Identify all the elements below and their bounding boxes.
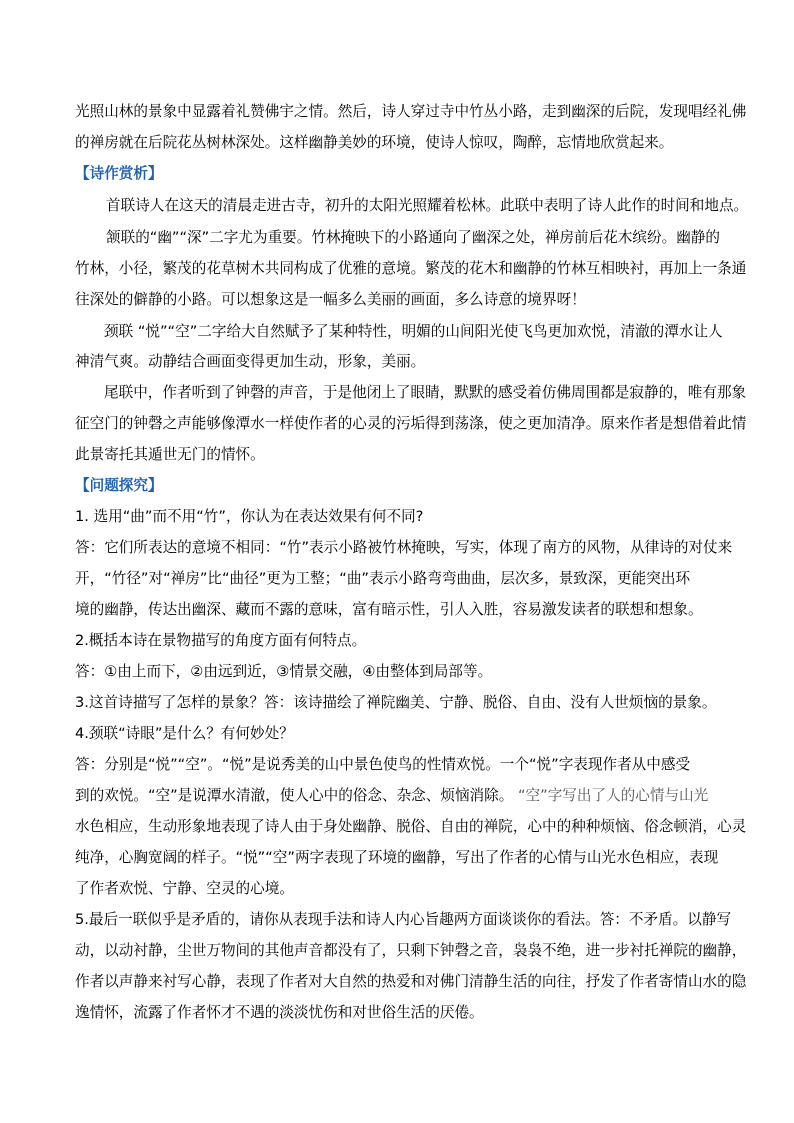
question-line-15: 动，以动衬静，尘世万物间的其他声音都没有了，只剩下钟磬之音，袅袅不绝，进一步衬托禅院的幽静， (75, 942, 747, 959)
question-line-4: 境的幽静，传达出幽深、藏而不露的意味，富有暗示性，引人入胜，容易激发读者的联想和想象。 (75, 601, 703, 618)
appreciation-line-7: 尾联中，作者听到了钟磬的声音，于是他闭上了眼睛，默默的感受着仿佛周围都是寂静的，唯有那象 (104, 384, 747, 401)
section-heading-appreciation: 【诗作赏析】 (75, 165, 163, 182)
section-heading-questions: 【问题探究】 (75, 477, 163, 494)
appreciation-line-5: 颈联 “悦”“空”二字给大自然赋予了某种特性，明媚的山间阳光使飞鸟更加欢悦，清澈的潭水让人 (104, 323, 723, 340)
question-line-14: 5.最后一联似乎是矛盾的，请你从表现手法和诗人内心旨趣两方面谈谈你的看法。答：不矛盾。以静写 (75, 911, 732, 928)
appreciation-line-8: 征空门的钟磬之声能够像潭水一样使作者的心灵的污垢得到荡涤，使之更加清净。原来作者是想借着此情 (75, 415, 747, 432)
question-line-3: 开，“竹径”对“禅房”比“曲径”更为工整；“曲”表示小路弯弯曲曲，层次多，景致深，更能突出环 (75, 570, 691, 587)
question-line-13: 了作者欢悦、宁静、空灵的心境。 (75, 880, 294, 897)
question-line-8: 4.颈联“诗眼”是什么？有何妙处？ (75, 725, 294, 742)
question-line-2: 答：它们所表达的意境不相同：“竹”表示小路被竹林掩映，写实，体现了南方的风物，从律诗的对仗来 (75, 539, 733, 556)
intro-line-1: 光照山林的景象中显露着礼赞佛宇之情。然后，诗人穿过寺中竹丛小路，走到幽深的后院，发现唱经礼佛 (75, 103, 747, 120)
intro-line-2: 的禅房就在后院花丛树林深处。这样幽静美妙的环境，使诗人惊叹，陶醉，忘情地欣赏起来。 (75, 134, 674, 151)
question-line-10-tail: “空”字写出了人的心情与山光 (518, 787, 709, 804)
appreciation-line-9: 此景寄托其遁世无门的情怀。 (75, 446, 265, 463)
question-line-12: 纯净，心胸宽阔的样子。“悦”“空”两字表现了环境的幽静，写出了作者的心情与山光水色相应，表现 (75, 849, 719, 866)
question-line-17: 逸情怀，流露了作者怀才不遇的淡淡忧伤和对世俗生活的厌倦。 (75, 1004, 484, 1021)
appreciation-line-2: 颔联的“幽”“深”二字尤为重要。竹林掩映下的小路通向了幽深之处，禅房前后花木缤纷。幽静的 (106, 229, 720, 246)
question-line-16: 作者以声静来衬写心静，表现了作者对大自然的热爱和对佛门清静生活的向往，抒发了作者寄情山水的隐 (75, 973, 747, 990)
question-line-1: 1. 选用“曲”而不用“竹”，你认为在表达效果有何不同? (75, 508, 424, 525)
question-line-6: 答：①由上而下，②由远到近，③情景交融，④由整体到局部等。 (75, 663, 493, 680)
appreciation-line-4: 往深处的僻静的小路。可以想象这是一幅多么美丽的画面，多么诗意的境界呀！ (75, 291, 586, 308)
question-line-10: 到的欢悦。“空”是说潭水清澈，使人心中的俗念、杂念、烦恼消除。 (75, 787, 514, 804)
appreciation-line-3: 竹林，小径，繁茂的花草树木共同构成了优雅的意境。繁茂的花木和幽静的竹林互相映衬，再加上一条通 (75, 260, 747, 277)
question-line-7: 3.这首诗描写了怎样的景象？答：该诗描绘了禅院幽美、宁静、脱俗、自由、没有人世烦恼的景象。 (75, 694, 717, 711)
question-line-9: 答：分别是“悦”“空”。“悦”是说秀美的山中景色使鸟的性情欢悦。一个“悦”字表现作者从中感受 (75, 756, 691, 773)
appreciation-line-6: 神清气爽。动静结合画面变得更加生动，形象，美丽。 (75, 353, 426, 370)
question-line-5: 2.概括本诗在景物描写的角度方面有何特点。 (75, 632, 367, 649)
appreciation-line-1: 首联诗人在这天的清晨走进古寺，初升的太阳光照耀着松林。此联中表明了诗人此作的时间和地点。 (106, 197, 749, 214)
question-line-11: 水色相应，生动形象地表现了诗人由于身处幽静、脱俗、自由的禅院，心中的种种烦恼、俗念顿消，心灵 (75, 818, 747, 835)
